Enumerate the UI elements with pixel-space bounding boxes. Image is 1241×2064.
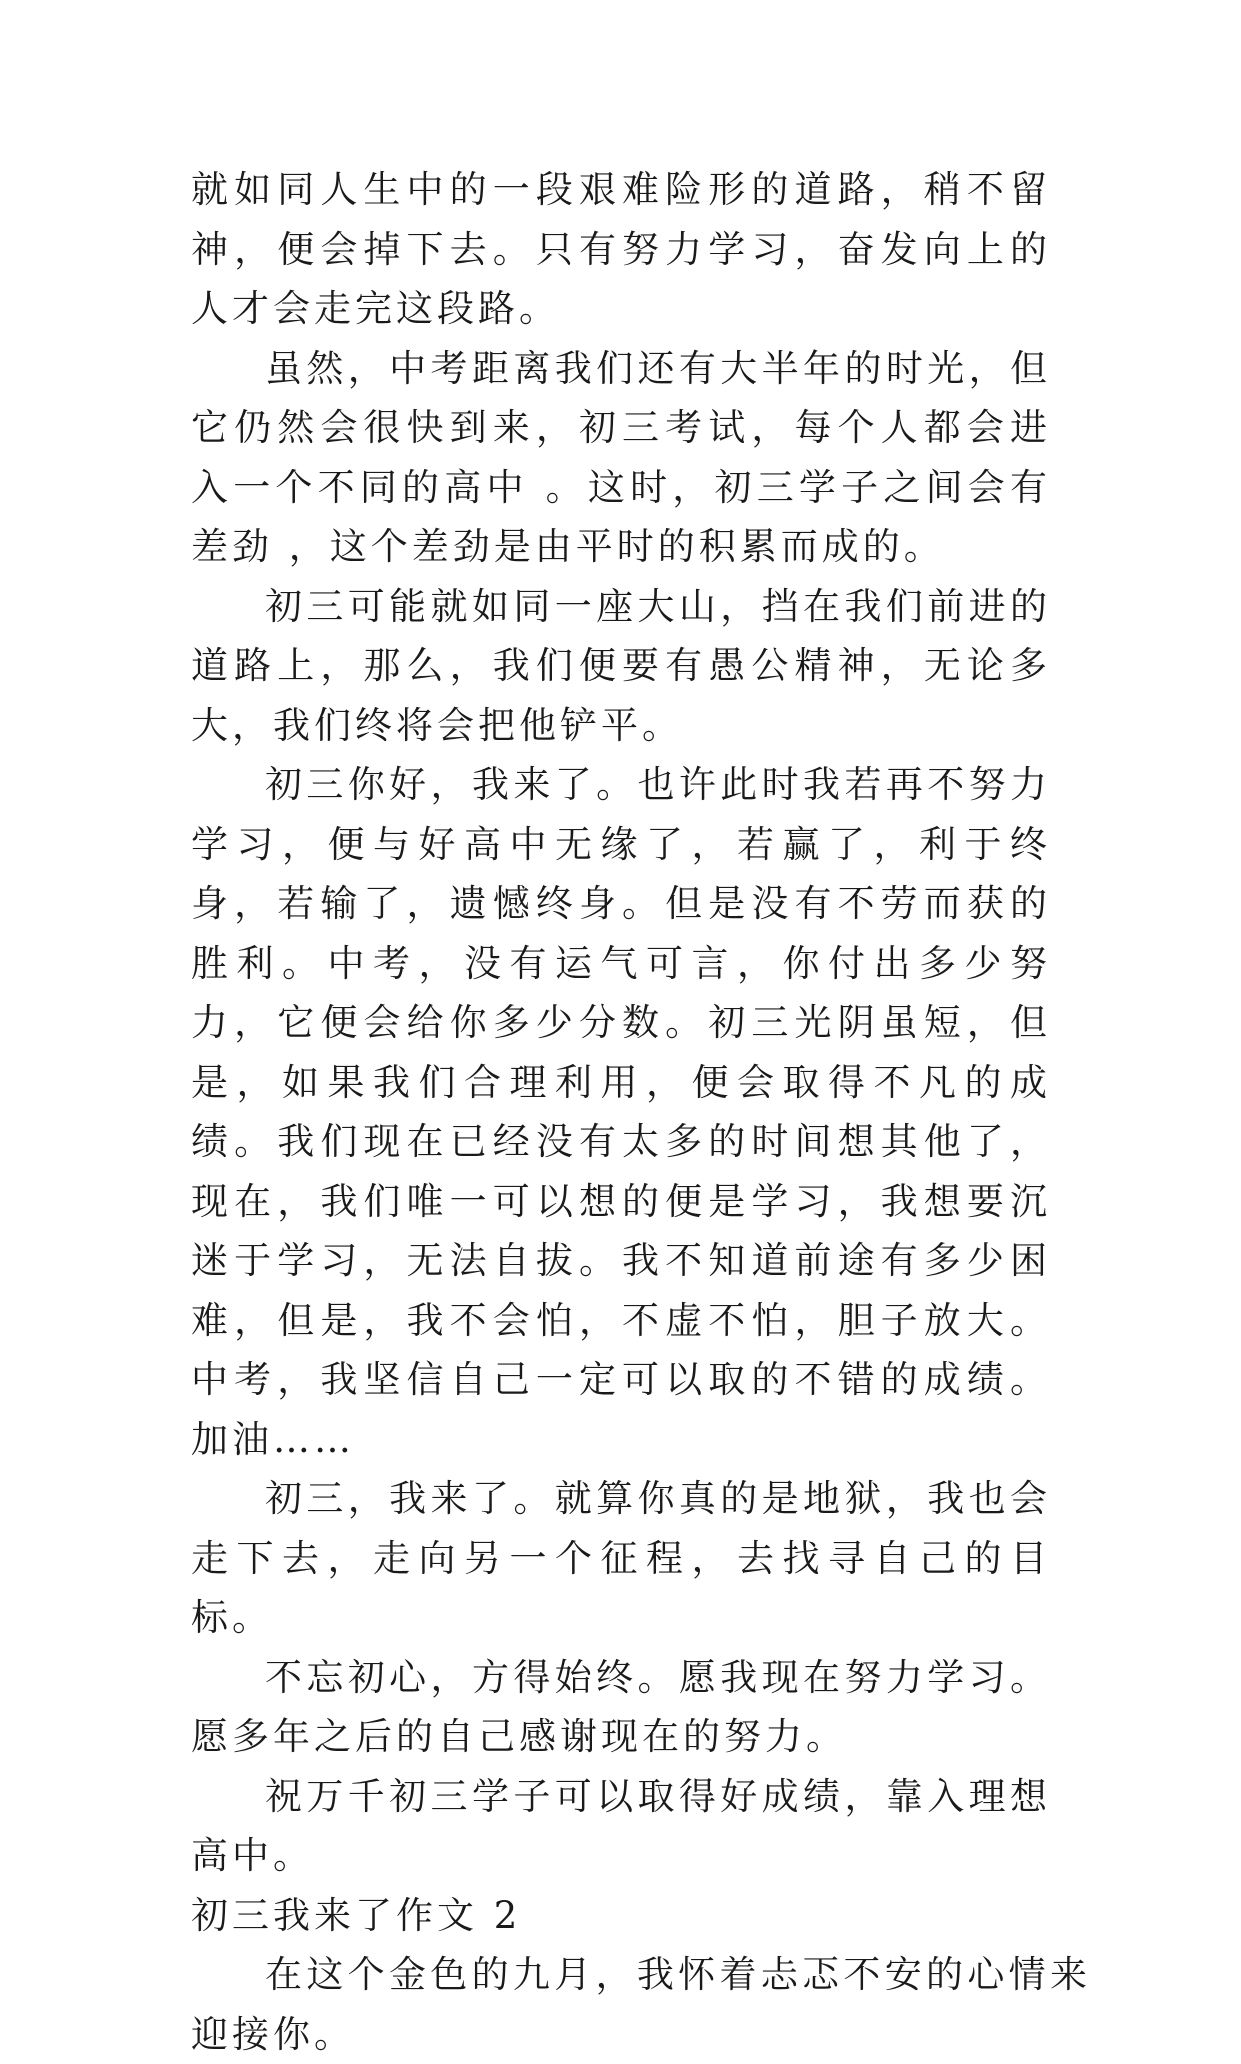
paragraph: 初三可能就如同一座大山，挡在我们前进的道路上，那么，我们便要有愚公精神，无论多大，我们终将会把他铲平。	[191, 584, 1051, 747]
essay-heading: 初三我来了作文 2	[191, 1893, 522, 1937]
paragraph: 初三，我来了。就算你真的是地狱，我也会走下去，走向另一个征程，去找寻自己的目标。	[191, 1477, 1051, 1639]
paragraph: 初三你好，我来了。也许此时我若再不努力学习，便与好高中无缘了，若赢了，利于终身，若输了，遗憾终身。但是没有不劳而获的胜利。中考，没有运气可言，你付出多少努力，它便会给你多少分数。初三光阴虽短，但是，如果我们合理利用，便会取得不凡的成绩。我们现在已经没有太多的时间想其他了，现在，我们唯一可以想的便是学习，我想要沉迷于学习，无法自拔。我不知道前途有多少困难，但是，我不会怕，不虚不怕，胆子放大。中考，我坚信自己一定可以取的不错的成绩。加油……	[191, 763, 1051, 1461]
paragraph: 就如同人生中的一段艰难险形的道路，稍不留神，便会掉下去。只有努力学习，奋发向上的人才会走完这段路。	[191, 168, 1051, 330]
paragraph: 在这个金色的九月，我怀着忐忑不安的心情来迎接你。	[191, 1953, 1091, 2056]
document-body	[191, 160, 1091, 2064]
paragraph: 不忘初心，方得始终。愿我现在努力学习。愿多年之后的自己感谢现在的努力。	[191, 1655, 1051, 1758]
paragraph: 祝万千初三学子可以取得好成绩，靠入理想高中。	[191, 1774, 1051, 1877]
paragraph: 虽然，中考距离我们还有大半年的时光，但它仍然会很快到来，初三考试，每个人都会进入一个不同的高中 。这时，初三学子之间会有差劲 ，这个差劲是由平时的积累而成的。	[191, 346, 1051, 568]
